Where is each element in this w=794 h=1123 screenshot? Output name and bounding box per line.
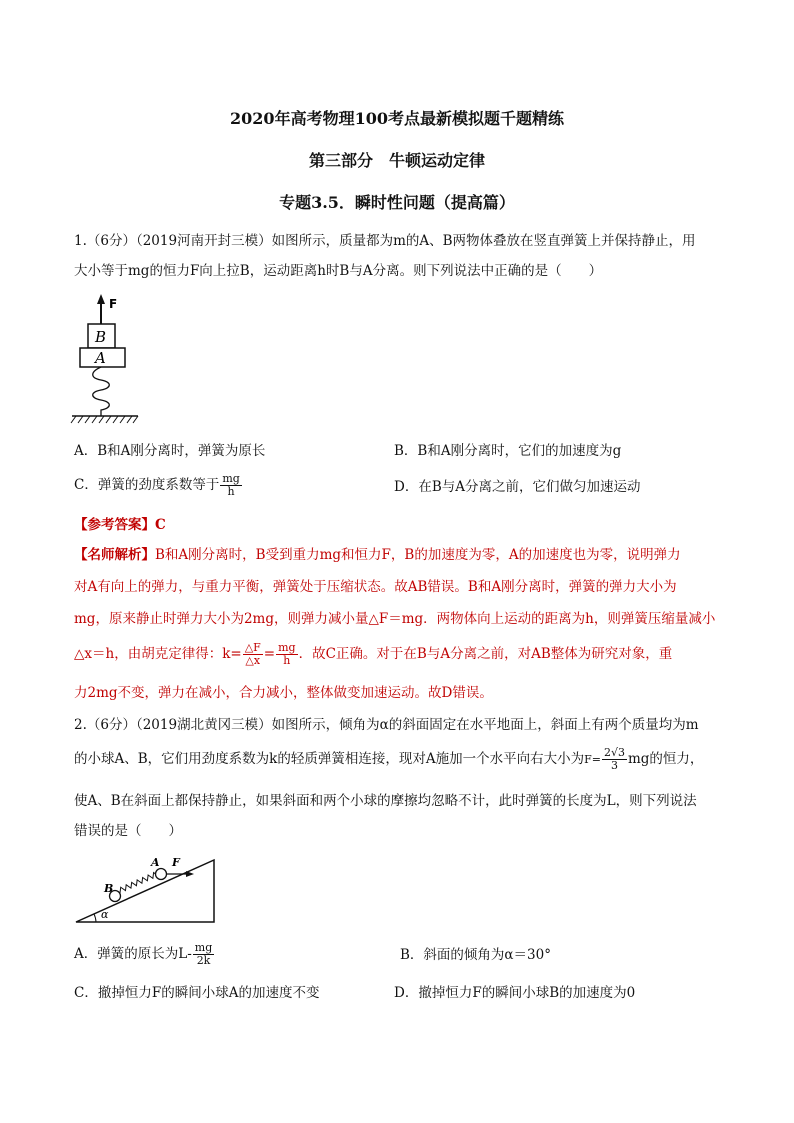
q1-option-c-fraction bbox=[220, 473, 241, 498]
spring bbox=[118, 871, 158, 893]
delta-fraction bbox=[243, 642, 263, 667]
q2-option-a-text: A．弹簧的原长为 bbox=[74, 946, 179, 962]
analysis-line5: 力2mg不变，弹力在减小，合力减小，整体做变加速运动。故D错误。 bbox=[74, 685, 493, 701]
fraction-denominator: 3 bbox=[610, 759, 618, 772]
analysis-line3: mg，原来静止时弹力大小为2mg，则弹力减小量△F＝mg．两物体向上运动的距离为h，则弹簧压缩量减小 bbox=[74, 611, 716, 627]
part-heading: 第三部分 牛顿运动定律 bbox=[308, 151, 485, 170]
q1-option-a: A．B和A刚分离时，弹簧为原长 bbox=[74, 443, 266, 459]
q2-option-d: D．撤掉恒力F的瞬间小球B的加速度为0 bbox=[394, 985, 636, 1001]
q2-option-c: C．撤掉恒力F的瞬间小球A的加速度不变 bbox=[74, 985, 320, 1001]
fraction-denominator: △x bbox=[245, 654, 261, 667]
fraction-numerator: mg bbox=[194, 941, 213, 954]
q1-stem-line1: 1.（6分）（2019河南开封三模）如图所示，质量都为m的A、B两物体叠放在竖直弹簧上并保持静止，用 bbox=[74, 233, 696, 249]
fraction-denominator: h bbox=[283, 654, 291, 667]
q2-option-b: B．斜面的倾角为α＝30° bbox=[400, 947, 551, 963]
block-b-label: B bbox=[95, 328, 107, 346]
fraction-numerator: △F bbox=[244, 641, 261, 654]
analysis-text-1: B和A刚分离时，B受到重力mg和恒力F，B的加速度为零，A的加速度也为零，说明弹力 bbox=[155, 547, 681, 563]
q2-stem-text: 的小球A、B，它们用劲度系数为k的轻质弹簧相连接，现对A施加一个水平向右大小为 bbox=[74, 751, 585, 767]
incline bbox=[76, 860, 214, 922]
answer-label: 【参考答案】C bbox=[74, 517, 166, 533]
document-title: 2020年高考物理100考点最新模拟题千题精练 bbox=[230, 109, 564, 128]
fraction-denominator: h bbox=[227, 485, 235, 498]
q2-stem-line2 bbox=[74, 744, 703, 775]
q2-option-a-length: L- bbox=[178, 946, 192, 962]
analysis-text-4a: △x＝h，由胡克定律得：k= bbox=[74, 646, 242, 662]
fraction-denominator: 2k bbox=[196, 954, 211, 967]
analysis-text-4b: ．故C正确。对于在B与A分离之前，对AB整体为研究对象，重 bbox=[298, 646, 673, 662]
q1-option-c bbox=[74, 472, 243, 498]
equals-sign: = bbox=[263, 646, 276, 662]
q1-option-d: D．在B与A分离之前，它们做匀加速运动 bbox=[394, 479, 641, 495]
q2-stem-line4: 错误的是（ ） bbox=[74, 823, 182, 839]
force-prefix: F= bbox=[584, 753, 601, 766]
spring bbox=[93, 367, 110, 416]
analysis-line2: 对A有向上的弹力，与重力平衡，弹簧处于压缩状态。故AB错误。B和A刚分离时，弹簧的弹力大小为 bbox=[74, 579, 677, 595]
ball-b-label: B bbox=[104, 882, 114, 895]
angle-label: α bbox=[101, 908, 109, 921]
incline-figure bbox=[70, 852, 220, 926]
analysis-line4 bbox=[74, 640, 672, 668]
topic-heading: 专题3.5．瞬时性问题（提高篇） bbox=[279, 193, 515, 212]
q1-option-c-text: C．弹簧的劲度系数等于 bbox=[74, 477, 220, 493]
ball-a-label: A bbox=[151, 856, 160, 869]
block-a-label: A bbox=[95, 349, 106, 367]
q2-stem-line3: 使A、B在斜面上都保持静止，如果斜面和两个小球的摩擦均忽略不计，此时弹簧的长度为L，则下列说法 bbox=[74, 793, 697, 809]
analysis-label: 【名师解析】 bbox=[74, 547, 155, 563]
fraction-numerator: mg bbox=[222, 472, 240, 485]
spring-block-figure bbox=[66, 292, 156, 428]
q2-stem-line1: 2.（6分）（2019湖北黄冈三模）如图所示，倾角为α的斜面固定在水平地面上，斜面上有两个质量均为m bbox=[74, 717, 699, 733]
q2-option-a bbox=[74, 940, 215, 968]
q1-option-b: B．B和A刚分离时，它们的加速度为g bbox=[394, 443, 622, 459]
fraction-numerator: 2√3 bbox=[603, 746, 625, 759]
mg-h-fraction bbox=[276, 642, 297, 667]
fraction-numerator: mg bbox=[278, 641, 296, 654]
force-f-label: F bbox=[172, 856, 180, 869]
ball-a bbox=[156, 869, 167, 880]
force-fraction bbox=[602, 747, 627, 772]
force-label: F bbox=[109, 297, 118, 311]
analysis-line1 bbox=[74, 546, 681, 564]
q2-option-a-fraction bbox=[193, 942, 214, 967]
force-suffix: mg的恒力， bbox=[627, 751, 704, 767]
q1-stem-line2: 大小等于mg的恒力F向上拉B，运动距离h时B与A分离。则下列说法中正确的是（ ） bbox=[74, 263, 603, 279]
